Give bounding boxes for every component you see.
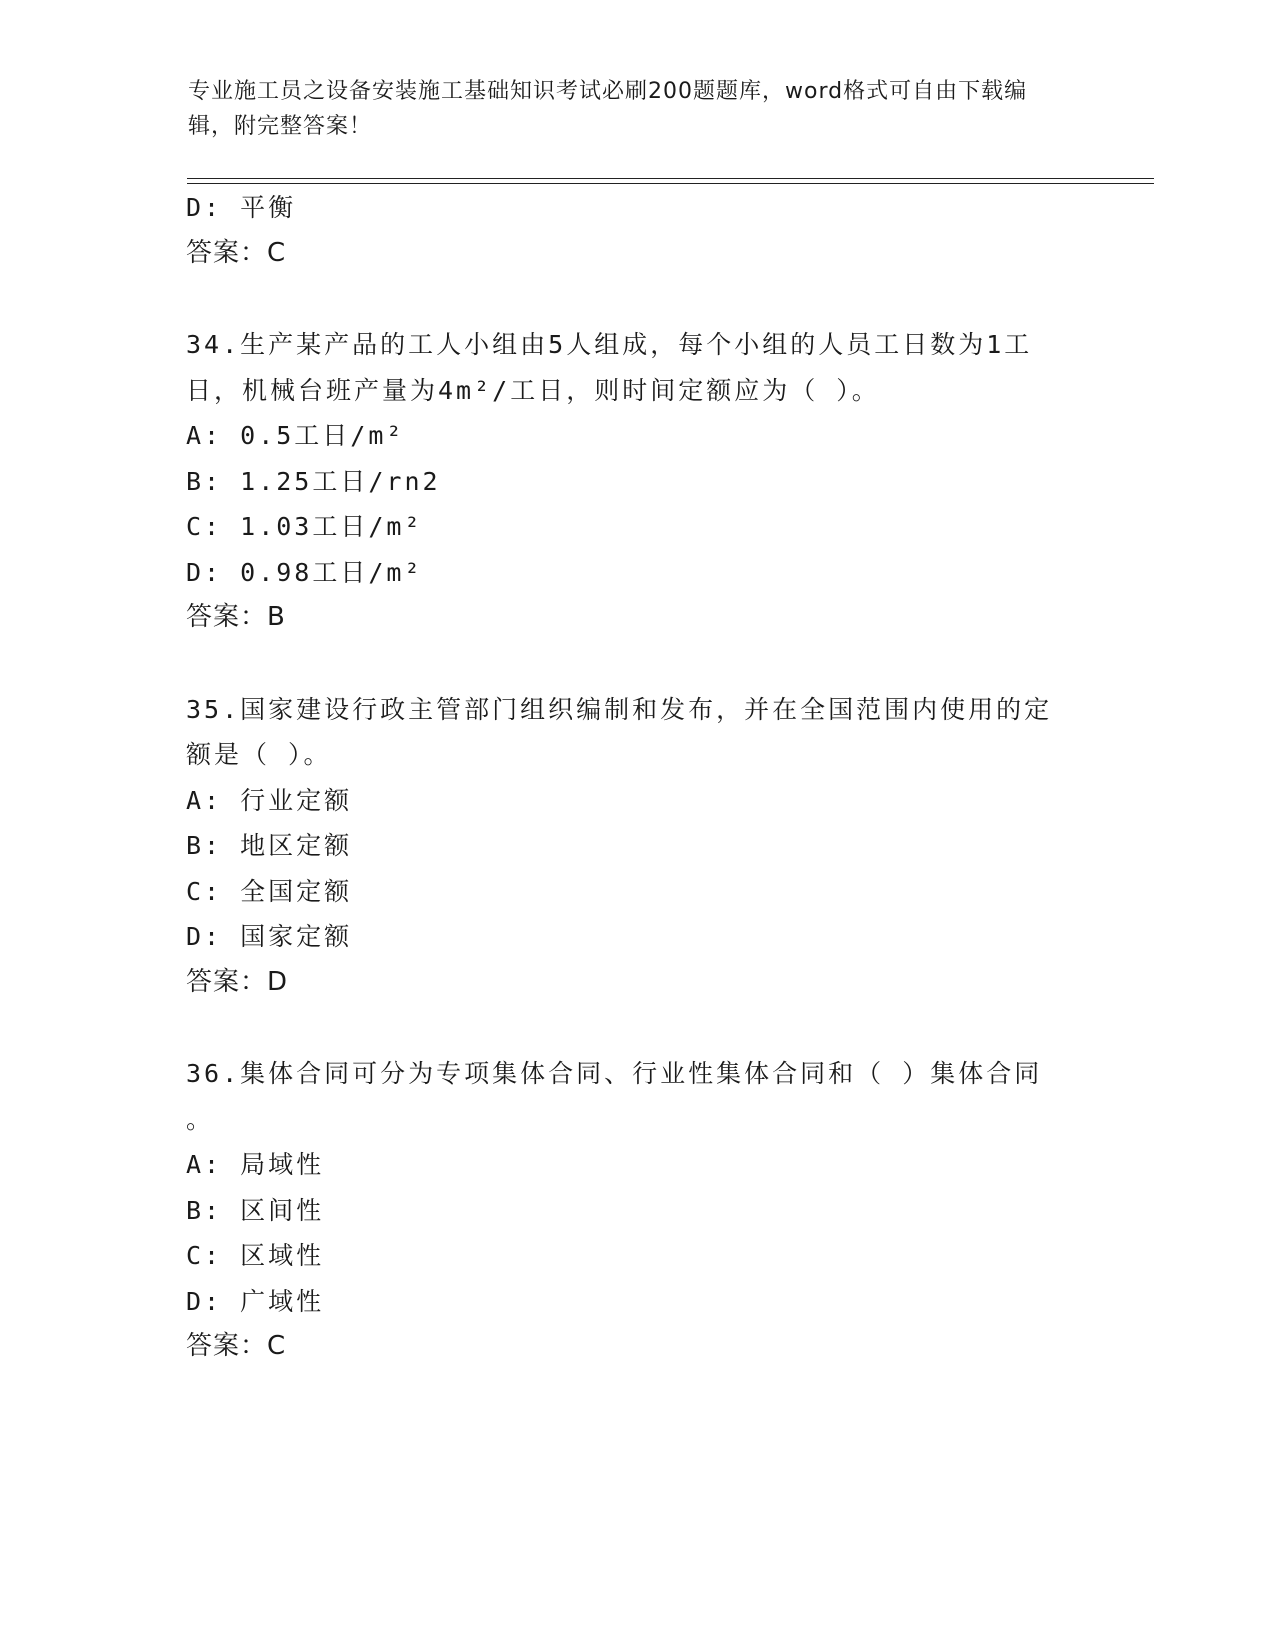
question-34-stem-line-1: 34.生产某产品的工人小组由5人组成，每个小组的人员工日数为1工	[186, 330, 1033, 359]
header-rule-top	[187, 178, 1154, 179]
option-c: C: 区域性	[186, 1241, 325, 1270]
question-spacer	[186, 1005, 1086, 1051]
option-b: B: 地区定额	[186, 831, 353, 860]
answer-line: 答案：C	[186, 237, 287, 268]
option-d: D: 0.98工日/m²	[186, 557, 423, 587]
option-b: B: 区间性	[186, 1195, 325, 1225]
answer-line: 答案：B	[186, 602, 286, 632]
question-36-stem-line-1: 36.集体合同可分为专项集体合同、行业性集体合同和（ ）集体合同	[186, 1059, 1043, 1088]
option-a: A: 行业定额	[186, 785, 353, 815]
question-36-stem-line-2: 。	[186, 1104, 215, 1134]
question-spacer	[186, 641, 1086, 687]
question-35-stem-line-2: 额是（ ）。	[186, 740, 332, 769]
question-34-stem-line-2: 日，机械台班产量为4m²/工日，则时间定额应为（ ）。	[186, 375, 880, 405]
option-d: D: 国家定额	[186, 922, 353, 951]
option-d: D: 平衡	[186, 193, 297, 222]
question-35-stem-line-1: 35.国家建设行政主管部门组织编制和发布，并在全国范围内使用的定	[186, 694, 1053, 724]
answer-line: 答案：D	[186, 966, 289, 997]
header-rule-bottom	[187, 183, 1154, 184]
option-b: B: 1.25工日/rn2	[186, 466, 441, 496]
option-d: D: 广域性	[186, 1286, 325, 1316]
question-list	[186, 185, 1086, 1370]
answer-line: 答案：C	[186, 1331, 287, 1361]
option-c: C: 1.03工日/m²	[186, 512, 423, 541]
question-spacer	[186, 276, 1086, 322]
option-a: A: 0.5工日/m²	[186, 421, 405, 450]
option-a: A: 局域性	[186, 1150, 325, 1179]
document-header: 专业施工员之设备安装施工基础知识考试必刷200题题库，word格式可自由下载编辑，附完整答案！	[188, 79, 1028, 139]
option-c: C: 全国定额	[186, 876, 353, 906]
